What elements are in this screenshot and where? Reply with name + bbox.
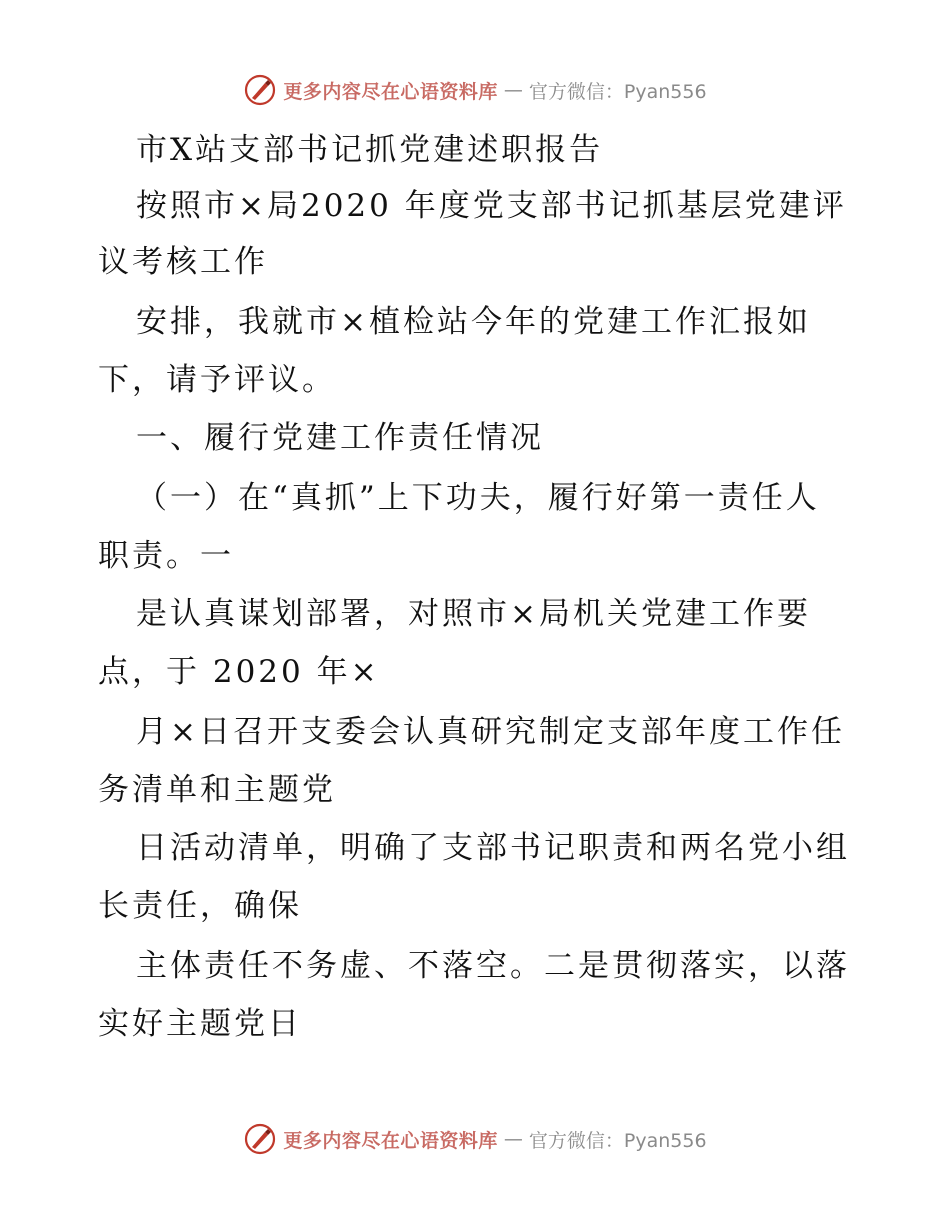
section-heading: 一、履行党建工作责任情况 — [136, 420, 544, 456]
text-line: 实好主题党日 — [98, 1006, 302, 1042]
watermark-brand: 更多内容尽在心语资料库 — [283, 1129, 498, 1152]
text-line: 日活动清单，明确了支部书记职责和两名党小组 — [136, 830, 850, 866]
watermark-wechat: 官方微信：Pyan556 — [528, 1129, 707, 1152]
watermark-banner-top — [0, 70, 950, 110]
pen-logo-icon — [243, 1122, 277, 1156]
text-line: 主体责任不务虚、不落空。二是贯彻落实，以落 — [136, 948, 850, 984]
text-line: 月×日召开支委会认真研究制定支部年度工作任 — [136, 714, 845, 750]
text-line: 是认真谋划部署，对照市×局机关党建工作要 — [136, 596, 811, 632]
watermark-banner-bottom — [0, 1119, 950, 1159]
watermark-brand: 更多内容尽在心语资料库 — [283, 80, 498, 103]
document-title: 市X站支部书记抓党建述职报告 — [136, 132, 604, 168]
watermark-dash: — — [503, 79, 523, 101]
watermark-wechat: 官方微信：Pyan556 — [528, 80, 707, 103]
text-line: 议考核工作 — [98, 244, 268, 280]
text-line: 务清单和主题党 — [98, 772, 336, 808]
text-line: 长责任，确保 — [98, 888, 302, 924]
subsection-heading: （一）在“真抓”上下功夫，履行好第一责任人 — [136, 480, 820, 516]
text-line: 点，于 2020 年× — [98, 654, 380, 690]
text-line: 安排，我就市×植检站今年的党建工作汇报如 — [136, 304, 811, 340]
watermark-dash: — — [503, 1128, 523, 1150]
text-line: 按照市×局2020 年度党支部书记抓基层党建评 — [136, 188, 847, 224]
pen-logo-icon — [243, 73, 277, 107]
text-line: 下，请予评议。 — [98, 362, 336, 398]
text-line: 职责。一 — [98, 538, 234, 574]
